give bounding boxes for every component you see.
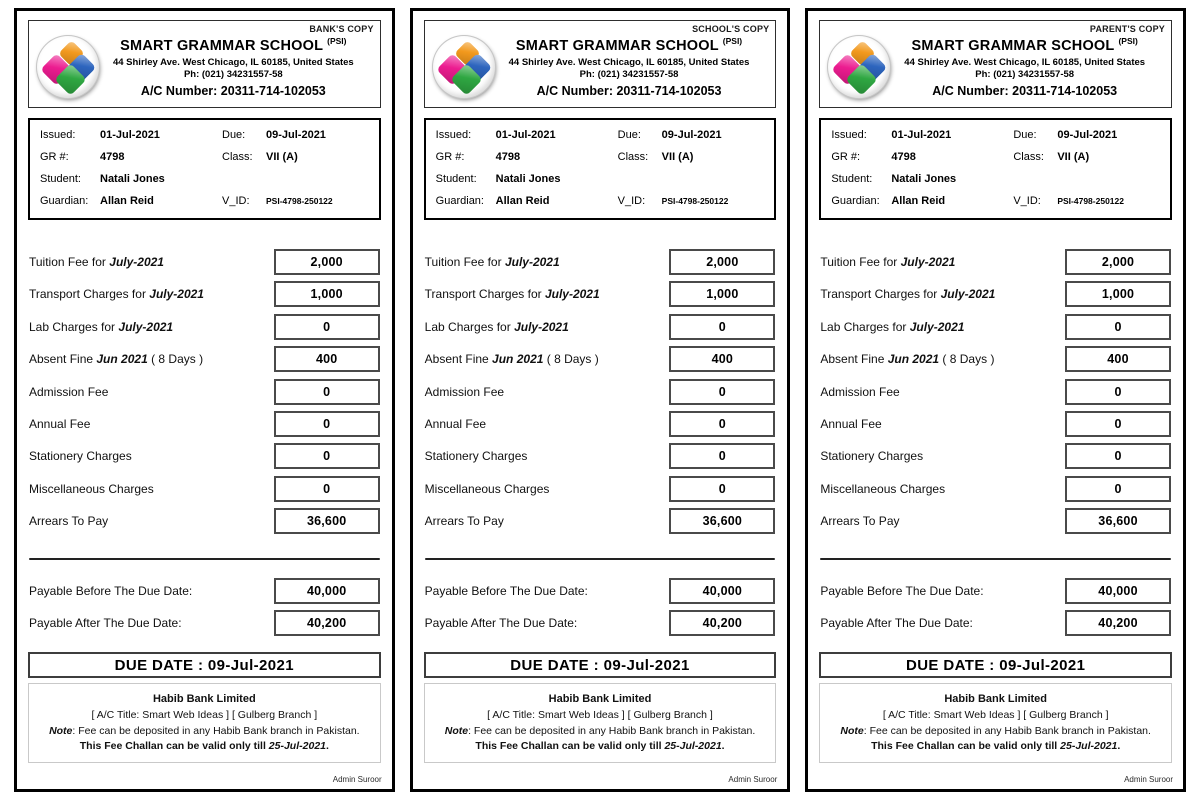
fee-label bbox=[425, 320, 569, 334]
fee-label-suffix: ( 8 Days ) bbox=[147, 352, 204, 367]
fee-amount-box: 36,600 bbox=[1065, 508, 1171, 534]
payable-label: Payable Before The Due Date: bbox=[29, 584, 193, 598]
fee-label-prefix: Lab Charges for bbox=[29, 319, 119, 334]
info-label: Student: bbox=[40, 172, 81, 185]
payable-amount-box: 40,200 bbox=[1065, 610, 1171, 636]
totals-divider bbox=[29, 558, 380, 560]
info-box bbox=[28, 118, 381, 220]
fee-row bbox=[424, 505, 777, 537]
account-number: A/C Number: 20311-714-102053 bbox=[932, 83, 1118, 98]
payable-label: Payable Before The Due Date: bbox=[424, 584, 588, 598]
admin-signature: Admin Suroor bbox=[728, 775, 778, 784]
fee-label-month: July-2021 bbox=[909, 319, 965, 334]
info-label: Due: bbox=[222, 128, 246, 141]
info-value: 09-Jul-2021 bbox=[661, 128, 722, 141]
fee-amount-box: 1,000 bbox=[274, 281, 380, 307]
fee-row bbox=[424, 408, 777, 440]
fee-label-prefix: Arrears To Pay bbox=[29, 514, 109, 529]
school-name bbox=[99, 36, 368, 56]
fee-label-prefix: Miscellaneous Charges bbox=[424, 481, 550, 496]
info-label: V_ID: bbox=[617, 194, 646, 207]
challan-header bbox=[424, 20, 777, 108]
fee-rows bbox=[424, 246, 777, 538]
payable-label: Payable After The Due Date: bbox=[29, 616, 182, 631]
info-value: 4798 bbox=[100, 150, 125, 163]
note-text: : Fee can be deposited in any Habib Bank branch in Pakistan. bbox=[863, 724, 1151, 737]
header-main bbox=[828, 36, 1163, 99]
payable-row bbox=[424, 575, 777, 607]
fee-amount-box: 0 bbox=[274, 379, 380, 405]
fee-amount-box: 1,000 bbox=[669, 281, 775, 307]
info-value: Allan Reid bbox=[495, 194, 550, 207]
fee-row bbox=[819, 246, 1172, 278]
school-name-text: SMART GRAMMAR SCHOOL bbox=[120, 38, 323, 54]
fee-row bbox=[424, 440, 777, 472]
validity-line bbox=[429, 739, 772, 754]
fee-row bbox=[28, 343, 381, 375]
info-value: Natali Jones bbox=[100, 172, 165, 185]
info-value: PSI-4798-250122 bbox=[1057, 195, 1124, 206]
info-label: Due: bbox=[1013, 128, 1037, 141]
fee-amount-box: 0 bbox=[1065, 443, 1171, 469]
fee-amount-box: 0 bbox=[1065, 314, 1171, 340]
fee-row bbox=[28, 246, 381, 278]
fee-label-prefix: Transport Charges for bbox=[820, 287, 941, 302]
fee-label bbox=[29, 449, 132, 463]
info-value: Natali Jones bbox=[495, 172, 561, 185]
fee-label-prefix: Absent Fine bbox=[820, 352, 888, 367]
copy-label: PARENT'S COPY bbox=[1089, 24, 1166, 34]
fee-row bbox=[28, 408, 381, 440]
payable-row bbox=[819, 607, 1172, 639]
payable-label: Payable After The Due Date: bbox=[820, 616, 973, 631]
fee-row bbox=[424, 343, 777, 375]
note-text: : Fee can be deposited in any Habib Bank branch in Pakistan. bbox=[72, 724, 360, 737]
fee-label-prefix: Tuition Fee for bbox=[820, 254, 901, 269]
school-address: 44 Shirley Ave. West Chicago, IL 60185, United States bbox=[112, 56, 354, 68]
fee-amount-box: 2,000 bbox=[274, 249, 380, 275]
fee-label-prefix: Stationery Charges bbox=[820, 449, 924, 464]
fee-label-prefix: Lab Charges for bbox=[820, 319, 910, 334]
school-name-text: SMART GRAMMAR SCHOOL bbox=[515, 38, 719, 54]
fee-label bbox=[820, 514, 899, 528]
fee-challan-copy bbox=[410, 8, 791, 792]
fee-amount-box: 0 bbox=[669, 476, 775, 502]
info-label: Student: bbox=[831, 172, 873, 185]
school-identity bbox=[495, 36, 768, 99]
fee-label-prefix: Arrears To Pay bbox=[820, 514, 900, 529]
fee-label bbox=[820, 482, 945, 496]
fee-label bbox=[425, 255, 560, 269]
fee-amount-box: 36,600 bbox=[669, 508, 775, 534]
challan-header bbox=[28, 20, 381, 108]
school-address: 44 Shirley Ave. West Chicago, IL 60185, United States bbox=[904, 56, 1146, 68]
fee-row bbox=[28, 375, 381, 407]
payable-rows bbox=[424, 575, 777, 640]
bank-name: Habib Bank Limited bbox=[548, 693, 652, 706]
payable-row bbox=[28, 575, 381, 607]
info-row bbox=[436, 190, 765, 212]
info-label: V_ID: bbox=[222, 194, 250, 207]
fee-row bbox=[424, 311, 777, 343]
copy-label: SCHOOL'S COPY bbox=[692, 24, 770, 34]
bank-footer bbox=[28, 683, 381, 763]
info-value: 4798 bbox=[891, 150, 916, 163]
fee-label-suffix: ( 8 Days ) bbox=[543, 352, 599, 367]
fee-label-prefix: Admission Fee bbox=[820, 384, 900, 399]
fee-row bbox=[819, 473, 1172, 505]
fee-rows bbox=[28, 246, 381, 538]
fee-row bbox=[424, 246, 777, 278]
fee-label-prefix: Annual Fee bbox=[29, 416, 91, 431]
fee-label-prefix: Tuition Fee for bbox=[424, 254, 505, 269]
validity-prefix: This Fee Challan can be valid only till bbox=[475, 739, 665, 752]
payable-row bbox=[819, 575, 1172, 607]
validity-suffix: . bbox=[1117, 739, 1121, 752]
school-logo-icon bbox=[828, 36, 890, 98]
fee-row bbox=[819, 440, 1172, 472]
info-row bbox=[831, 190, 1160, 212]
info-label: Issued: bbox=[831, 128, 867, 141]
payable-label: Payable After The Due Date: bbox=[424, 616, 578, 631]
fee-row bbox=[424, 375, 777, 407]
fee-label bbox=[820, 417, 881, 431]
note-text: : Fee can be deposited in any Habib Bank branch in Pakistan. bbox=[468, 724, 756, 737]
fee-label bbox=[29, 514, 108, 528]
fee-amount-box: 400 bbox=[1065, 346, 1171, 372]
info-label: GR #: bbox=[40, 150, 69, 163]
fee-row bbox=[28, 473, 381, 505]
due-date-banner: DUE DATE : 09-Jul-2021 bbox=[28, 652, 381, 679]
fee-label-prefix: Admission Fee bbox=[424, 384, 505, 399]
validity-line bbox=[33, 739, 376, 754]
fee-row bbox=[819, 311, 1172, 343]
validity-prefix: This Fee Challan can be valid only till bbox=[79, 739, 269, 752]
payable-rows bbox=[819, 575, 1172, 640]
info-value: Natali Jones bbox=[891, 172, 957, 185]
info-box bbox=[819, 118, 1172, 220]
info-value: VII (A) bbox=[661, 150, 694, 163]
fee-amount-box: 0 bbox=[669, 314, 775, 340]
info-label: Class: bbox=[617, 150, 649, 163]
info-label: Due: bbox=[617, 128, 641, 141]
fee-label-prefix: Lab Charges for bbox=[424, 319, 515, 334]
school-tag: (PSI) bbox=[722, 36, 743, 46]
info-value: 01-Jul-2021 bbox=[891, 128, 952, 141]
fee-label bbox=[820, 255, 955, 269]
fee-amount-box: 0 bbox=[274, 443, 380, 469]
fee-label bbox=[820, 287, 995, 301]
school-logo-icon bbox=[37, 36, 99, 98]
school-phone: Ph: (021) 34231557-58 bbox=[579, 69, 679, 81]
fee-label-month: July-2021 bbox=[544, 287, 600, 302]
fee-row bbox=[819, 408, 1172, 440]
school-name bbox=[890, 36, 1159, 56]
account-title-line: [ A/C Title: Smart Web Ideas ] [ Gulberg Branch ] bbox=[487, 709, 713, 722]
fee-label-month: July-2021 bbox=[514, 319, 569, 334]
fee-label bbox=[425, 514, 504, 528]
fee-label-prefix: Annual Fee bbox=[820, 416, 882, 431]
info-row bbox=[40, 124, 369, 146]
info-value: 01-Jul-2021 bbox=[495, 128, 556, 141]
validity-date: 25-Jul-2021 bbox=[664, 739, 722, 752]
info-value: PSI-4798-250122 bbox=[661, 195, 729, 206]
fee-label bbox=[29, 320, 173, 334]
header-main bbox=[433, 36, 768, 99]
fee-label-month: July-2021 bbox=[504, 254, 560, 269]
fee-label bbox=[820, 449, 923, 463]
admin-signature: Admin Suroor bbox=[332, 775, 382, 784]
fee-label-month: July-2021 bbox=[149, 287, 204, 302]
info-row bbox=[831, 146, 1160, 168]
fee-label-month: Jun 2021 bbox=[96, 352, 148, 367]
fee-amount-box: 2,000 bbox=[1065, 249, 1171, 275]
fee-rows bbox=[819, 246, 1172, 538]
totals-divider bbox=[425, 558, 776, 560]
info-label: Issued: bbox=[435, 128, 472, 141]
bank-name: Habib Bank Limited bbox=[152, 693, 256, 706]
challan-header bbox=[819, 20, 1172, 108]
fee-label bbox=[29, 255, 164, 269]
info-label: GR #: bbox=[435, 150, 465, 163]
fee-amount-box: 0 bbox=[274, 476, 380, 502]
account-number: A/C Number: 20311-714-102053 bbox=[140, 83, 326, 98]
info-label: Issued: bbox=[40, 128, 76, 141]
info-value: 09-Jul-2021 bbox=[266, 128, 326, 141]
fee-label-prefix: Admission Fee bbox=[29, 384, 109, 399]
fee-challan-copy bbox=[805, 8, 1186, 792]
info-value: 09-Jul-2021 bbox=[1057, 128, 1118, 141]
info-label: Class: bbox=[1013, 150, 1044, 163]
school-name-text: SMART GRAMMAR SCHOOL bbox=[911, 38, 1115, 54]
validity-date: 25-Jul-2021 bbox=[1060, 739, 1118, 752]
validity-suffix: . bbox=[326, 739, 329, 752]
fee-label bbox=[820, 320, 964, 334]
bank-footer bbox=[819, 683, 1172, 763]
fee-amount-box: 0 bbox=[669, 443, 775, 469]
fee-amount-box: 1,000 bbox=[1065, 281, 1171, 307]
fee-amount-box: 0 bbox=[274, 314, 380, 340]
school-tag: (PSI) bbox=[327, 36, 347, 46]
validity-suffix: . bbox=[721, 739, 725, 752]
note-label: Note bbox=[49, 724, 73, 737]
fee-row bbox=[28, 440, 381, 472]
info-row bbox=[436, 168, 765, 190]
copy-label: BANK'S COPY bbox=[309, 24, 374, 34]
info-row bbox=[40, 146, 369, 168]
info-label: Guardian: bbox=[40, 194, 89, 207]
school-logo-icon bbox=[433, 36, 495, 98]
fee-label bbox=[29, 287, 204, 301]
fee-label-month: July-2021 bbox=[900, 254, 956, 269]
fee-label-suffix: ( 8 Days ) bbox=[939, 352, 995, 367]
fee-row bbox=[424, 473, 777, 505]
fee-label bbox=[425, 287, 600, 301]
fee-row bbox=[28, 505, 381, 537]
admin-signature: Admin Suroor bbox=[1124, 775, 1174, 784]
fee-row bbox=[424, 278, 777, 310]
fee-amount-box: 0 bbox=[1065, 379, 1171, 405]
school-phone: Ph: (021) 34231557-58 bbox=[183, 69, 283, 81]
info-label: Guardian: bbox=[435, 194, 484, 207]
deposit-note bbox=[33, 724, 376, 739]
school-identity bbox=[99, 36, 372, 99]
fee-label bbox=[820, 385, 899, 399]
fee-row bbox=[28, 311, 381, 343]
fee-amount-box: 400 bbox=[274, 346, 380, 372]
validity-date: 25-Jul-2021 bbox=[268, 739, 326, 752]
fee-label bbox=[29, 417, 90, 431]
fee-amount-box: 2,000 bbox=[669, 249, 775, 275]
fee-challan-copy bbox=[14, 8, 395, 792]
fee-label bbox=[425, 352, 599, 366]
fee-label-prefix: Absent Fine bbox=[424, 352, 493, 367]
payable-amount-box: 40,200 bbox=[274, 610, 380, 636]
payable-row bbox=[424, 607, 777, 639]
fee-label-prefix: Absent Fine bbox=[29, 352, 97, 367]
bank-footer bbox=[424, 683, 777, 763]
info-value: Allan Reid bbox=[891, 194, 946, 207]
payable-amount-box: 40,000 bbox=[1065, 578, 1171, 604]
fee-amount-box: 0 bbox=[274, 411, 380, 437]
fee-row bbox=[819, 278, 1172, 310]
deposit-note bbox=[429, 724, 772, 739]
info-label: V_ID: bbox=[1013, 194, 1041, 207]
info-value: Allan Reid bbox=[100, 194, 154, 207]
payable-row bbox=[28, 607, 381, 639]
due-date-banner: DUE DATE : 09-Jul-2021 bbox=[424, 652, 777, 679]
fee-label bbox=[425, 385, 504, 399]
fee-label-prefix: Stationery Charges bbox=[424, 449, 528, 464]
fee-label bbox=[425, 482, 550, 496]
deposit-note bbox=[824, 724, 1167, 739]
fee-amount-box: 0 bbox=[1065, 411, 1171, 437]
info-row bbox=[40, 168, 369, 190]
validity-prefix: This Fee Challan can be valid only till bbox=[871, 739, 1061, 752]
fee-label bbox=[820, 352, 994, 366]
payable-amount-box: 40,000 bbox=[274, 578, 380, 604]
info-row bbox=[40, 190, 369, 212]
fee-label-prefix: Annual Fee bbox=[424, 416, 487, 431]
fee-label-prefix: Miscellaneous Charges bbox=[820, 481, 946, 496]
fee-label bbox=[425, 449, 528, 463]
school-tag: (PSI) bbox=[1118, 36, 1138, 46]
totals-divider bbox=[820, 558, 1171, 560]
info-row bbox=[436, 124, 765, 146]
fee-label-prefix: Stationery Charges bbox=[29, 449, 132, 464]
due-date-banner: DUE DATE : 09-Jul-2021 bbox=[819, 652, 1172, 679]
school-name bbox=[495, 36, 764, 56]
info-label: Class: bbox=[222, 150, 253, 163]
fee-label-month: Jun 2021 bbox=[492, 352, 544, 367]
school-identity bbox=[890, 36, 1163, 99]
payable-rows bbox=[28, 575, 381, 640]
bank-name: Habib Bank Limited bbox=[944, 693, 1048, 706]
info-label: Guardian: bbox=[831, 194, 880, 207]
note-label: Note bbox=[840, 724, 864, 737]
fee-label-month: July-2021 bbox=[109, 254, 164, 269]
fee-label-prefix: Arrears To Pay bbox=[424, 514, 504, 529]
payable-amount-box: 40,200 bbox=[669, 610, 775, 636]
info-row bbox=[831, 124, 1160, 146]
fee-row bbox=[819, 343, 1172, 375]
fee-label-prefix: Transport Charges for bbox=[29, 287, 150, 302]
fee-row bbox=[28, 278, 381, 310]
fee-label bbox=[29, 352, 203, 366]
payable-amount-box: 40,000 bbox=[669, 578, 775, 604]
fee-amount-box: 0 bbox=[669, 411, 775, 437]
fee-row bbox=[819, 505, 1172, 537]
school-address: 44 Shirley Ave. West Chicago, IL 60185, United States bbox=[508, 56, 750, 68]
fee-label-prefix: Transport Charges for bbox=[424, 287, 545, 302]
info-label: Student: bbox=[435, 172, 477, 185]
fee-amount-box: 0 bbox=[669, 379, 775, 405]
fee-label bbox=[425, 417, 486, 431]
account-title-line: [ A/C Title: Smart Web Ideas ] [ Gulberg Branch ] bbox=[91, 709, 318, 722]
fee-label-prefix: Tuition Fee for bbox=[29, 254, 110, 269]
fee-row bbox=[819, 375, 1172, 407]
fee-amount-box: 400 bbox=[669, 346, 775, 372]
fee-label bbox=[29, 482, 154, 496]
account-number: A/C Number: 20311-714-102053 bbox=[536, 83, 722, 98]
fee-label-month: Jun 2021 bbox=[887, 352, 940, 367]
info-row bbox=[831, 168, 1160, 190]
school-phone: Ph: (021) 34231557-58 bbox=[975, 69, 1075, 81]
fee-amount-box: 0 bbox=[1065, 476, 1171, 502]
info-value: PSI-4798-250122 bbox=[266, 195, 333, 206]
info-value: 4798 bbox=[495, 150, 521, 163]
info-box bbox=[424, 118, 777, 220]
fee-label-month: July-2021 bbox=[940, 287, 996, 302]
fee-label bbox=[29, 385, 108, 399]
fee-label-month: July-2021 bbox=[118, 319, 174, 334]
info-value: VII (A) bbox=[266, 150, 298, 163]
payable-label: Payable Before The Due Date: bbox=[820, 584, 984, 598]
account-title-line: [ A/C Title: Smart Web Ideas ] [ Gulberg Branch ] bbox=[882, 709, 1109, 722]
fee-label-prefix: Miscellaneous Charges bbox=[29, 481, 154, 496]
header-main bbox=[37, 36, 372, 99]
validity-line bbox=[824, 739, 1167, 754]
fee-amount-box: 36,600 bbox=[274, 508, 380, 534]
info-value: VII (A) bbox=[1057, 150, 1090, 163]
info-value: 01-Jul-2021 bbox=[100, 128, 160, 141]
info-label: GR #: bbox=[831, 150, 861, 163]
info-row bbox=[436, 146, 765, 168]
note-label: Note bbox=[444, 724, 469, 737]
